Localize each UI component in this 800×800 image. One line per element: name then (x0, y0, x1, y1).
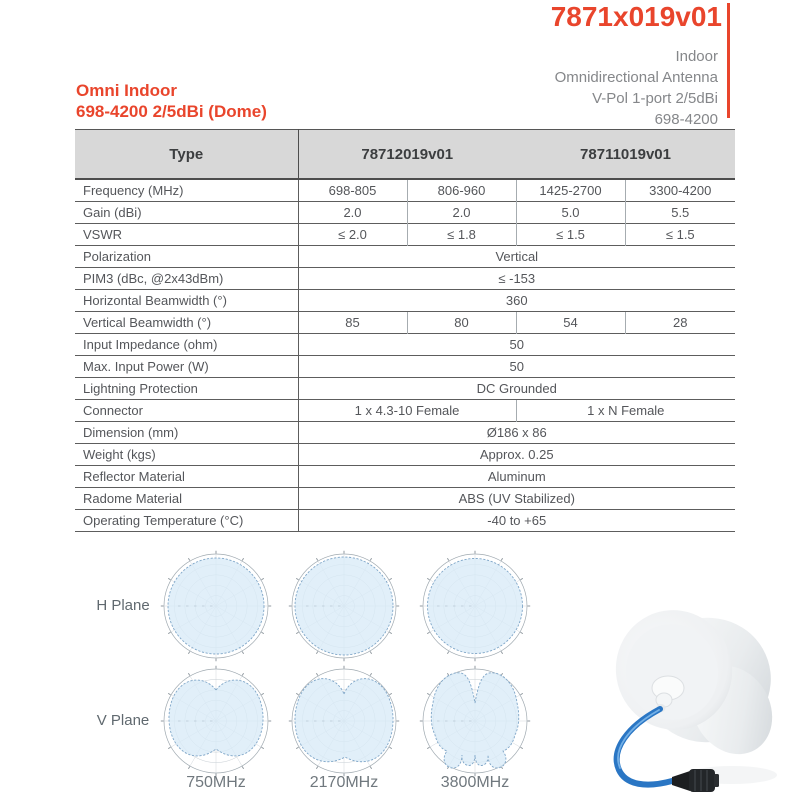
spec-value: 50 (298, 356, 735, 378)
table-row (75, 268, 735, 290)
h-plane-label: H Plane (96, 597, 150, 614)
v-plane-plot-750mhz (160, 665, 272, 777)
table-row (75, 466, 735, 488)
spec-value: 2.0 (298, 202, 407, 224)
page-title (76, 80, 267, 122)
table-row (75, 290, 735, 312)
table-row (75, 179, 735, 202)
spec-value: DC Grounded (298, 378, 735, 400)
spec-value: 2.0 (407, 202, 516, 224)
spec-table (75, 129, 735, 532)
column-header-type: Type (75, 130, 298, 180)
spec-value: 806-960 (407, 179, 516, 202)
spec-value: ≤ 1.5 (625, 224, 735, 246)
spec-label: Gain (dBi) (75, 202, 298, 224)
table-row (75, 356, 735, 378)
spec-value: ≤ 2.0 (298, 224, 407, 246)
h-plane-plot-2170mhz (288, 550, 400, 662)
spec-value: 85 (298, 312, 407, 334)
table-row (75, 312, 735, 334)
spec-value: ≤ 1.8 (407, 224, 516, 246)
table-row (75, 444, 735, 466)
h-plane-plot-750mhz (160, 550, 272, 662)
v-plane-plot-3800mhz (419, 665, 531, 777)
spec-value: 360 (298, 290, 735, 312)
product-code-title: 7871x019v01 (550, 1, 722, 32)
spec-label: Operating Temperature (°C) (75, 510, 298, 532)
subtitle-line: V-Pol 1-port 2/5dBi (592, 90, 718, 107)
table-row (75, 202, 735, 224)
product-subtitle (555, 46, 718, 130)
spec-value: Aluminum (298, 466, 735, 488)
spec-value: 698-805 (298, 179, 407, 202)
table-row (75, 510, 735, 532)
spec-value: Vertical (298, 246, 735, 268)
spec-value: 5.5 (625, 202, 735, 224)
column-header-model-1: 78712019v01 (298, 130, 516, 180)
spec-label: Input Impedance (ohm) (75, 334, 298, 356)
table-row (75, 224, 735, 246)
v-plane-plot-2170mhz (288, 665, 400, 777)
table-row (75, 422, 735, 444)
subtitle-line: Indoor (675, 48, 718, 65)
table-row (75, 488, 735, 510)
spec-label: Connector (75, 400, 298, 422)
table-header-row (75, 130, 735, 180)
accent-rule (727, 3, 730, 118)
spec-label: Vertical Beamwidth (°) (75, 312, 298, 334)
spec-label: Weight (kgs) (75, 444, 298, 466)
spec-label: Reflector Material (75, 466, 298, 488)
antenna-dome (602, 597, 787, 784)
spec-label: Dimension (mm) (75, 422, 298, 444)
spec-label: Radome Material (75, 488, 298, 510)
spec-value: 50 (298, 334, 735, 356)
spec-value: 1425-2700 (516, 179, 625, 202)
spec-label: Frequency (MHz) (75, 179, 298, 202)
frequency-label-2170: 2170MHz (309, 774, 379, 791)
spec-value: 28 (625, 312, 735, 334)
spec-value: -40 to +65 (298, 510, 735, 532)
antenna-connector (672, 769, 719, 792)
spec-label: Horizontal Beamwidth (°) (75, 290, 298, 312)
spec-value: 1 x N Female (516, 400, 735, 422)
spec-value: 5.0 (516, 202, 625, 224)
h-plane-plot-3800mhz (419, 550, 531, 662)
spec-value: Ø186 x 86 (298, 422, 735, 444)
table-row (75, 378, 735, 400)
spec-value: Approx. 0.25 (298, 444, 735, 466)
column-header-model-2: 78711019v01 (516, 130, 735, 180)
table-row (75, 334, 735, 356)
subtitle-line: Omnidirectional Antenna (554, 69, 718, 86)
spec-value: 54 (516, 312, 625, 334)
spec-value: ≤ -153 (298, 268, 735, 290)
spec-value: 3300-4200 (625, 179, 735, 202)
spec-label: Max. Input Power (W) (75, 356, 298, 378)
frequency-label-750: 750MHz (186, 774, 246, 791)
subtitle-line: 698-4200 (654, 111, 718, 128)
spec-value: 80 (407, 312, 516, 334)
spec-label: Polarization (75, 246, 298, 268)
page-title-line: 698-4200 2/5dBi (Dome) (76, 102, 267, 121)
table-row (75, 400, 735, 422)
page-title-line: Omni Indoor (76, 81, 178, 100)
v-plane-label: V Plane (96, 712, 150, 729)
spec-label: Lightning Protection (75, 378, 298, 400)
spec-value: 1 x 4.3-10 Female (298, 400, 516, 422)
spec-value: ≤ 1.5 (516, 224, 625, 246)
spec-label: VSWR (75, 224, 298, 246)
spec-value: ABS (UV Stabilized) (298, 488, 735, 510)
table-row (75, 246, 735, 268)
frequency-label-3800: 3800MHz (440, 774, 510, 791)
spec-label: PIM3 (dBc, @2x43dBm) (75, 268, 298, 290)
product-photo (582, 580, 798, 796)
